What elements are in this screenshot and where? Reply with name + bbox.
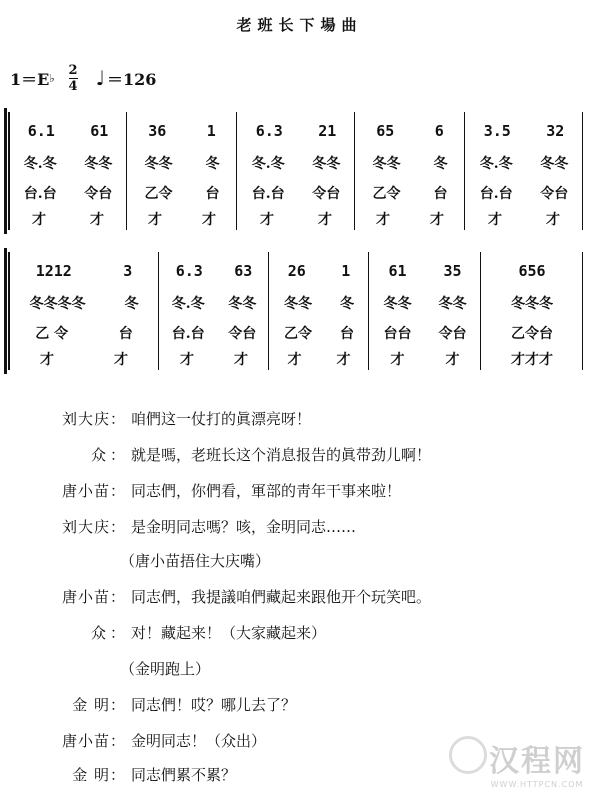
measure <box>482 252 583 370</box>
score-system <box>8 112 592 230</box>
tempo-mark: ＝126 <box>107 69 157 89</box>
time-signature-top: 2 <box>68 62 78 78</box>
cymbal-row-cell: 才 <box>488 212 502 228</box>
dialogue-line <box>24 694 296 716</box>
dialogue-text: 咱們这一仗打的眞漂亮呀！ <box>131 410 312 428</box>
measure <box>10 112 127 230</box>
dialogue-text: 对！藏起来！（大家藏起来） <box>131 624 327 642</box>
melody-row <box>10 258 158 284</box>
gong-row-cell: 台.台 <box>251 186 285 202</box>
speaker-colon: ： <box>110 482 126 500</box>
melody-row-cell: 1 <box>206 122 216 140</box>
dialogue-line <box>24 408 311 430</box>
drum-row <box>10 150 126 176</box>
speaker-name: 众 <box>90 446 110 464</box>
melody-row <box>160 258 268 284</box>
cymbal-row-cell: 才 <box>336 352 351 368</box>
gong-row <box>356 180 464 206</box>
drum-row <box>160 290 268 316</box>
speaker-name: 唐小苗 <box>61 482 110 500</box>
cymbal-row <box>10 346 158 372</box>
speaker-colon: ： <box>110 588 126 606</box>
cymbal-row <box>160 346 268 372</box>
score-title: 老班长下場曲 <box>236 16 363 34</box>
gong-row-cell: 令台 <box>228 326 257 342</box>
melody-row-cell: 26 <box>287 262 306 280</box>
cymbal-row-cell: 才 <box>546 212 560 228</box>
drum-row <box>128 150 236 176</box>
speaker-name: 金 明 <box>72 696 110 714</box>
drum-row-cell: 冬 <box>205 156 220 172</box>
melody-row <box>356 118 464 144</box>
melody-row-cell: 6 <box>434 122 444 140</box>
measure <box>160 252 269 370</box>
drum-row-cell: 冬冬冬冬 <box>29 296 86 312</box>
dialogue-text: 是金明同志嗎？咳，金明同志…… <box>131 518 357 536</box>
drum-row <box>356 150 464 176</box>
drum-row-cell: 冬冬冬 <box>511 296 553 312</box>
melody-row <box>370 258 480 284</box>
melody-row-cell: 36 <box>148 122 167 140</box>
speaker-name: 唐小苗 <box>61 732 110 750</box>
dialogue-text: 同志們，你們看，軍部的靑年干事来啦！ <box>131 482 402 500</box>
cymbal-row-cell: 才 <box>390 352 405 368</box>
melody-row-cell: 1 <box>341 262 351 280</box>
melody-row-cell: 656 <box>518 262 546 280</box>
dialogue-line <box>24 444 431 466</box>
gong-row-cell: 台 <box>118 326 133 342</box>
cymbal-row-cell: 才才才 <box>511 352 553 368</box>
gong-row <box>160 320 268 346</box>
key-signature-line <box>10 60 156 96</box>
gong-row <box>238 180 354 206</box>
gong-row-cell: 令台 <box>84 186 113 202</box>
gong-row-cell: 乙令 <box>144 186 173 202</box>
speaker-colon: ： <box>110 518 126 536</box>
gong-row-cell: 令台 <box>312 186 341 202</box>
measure <box>356 112 465 230</box>
stage-direction: （金明跑上） <box>120 660 211 678</box>
gong-row <box>128 180 236 206</box>
melody-row <box>128 118 236 144</box>
gong-row <box>370 320 480 346</box>
drum-row <box>466 150 582 176</box>
gong-row-cell: 乙令台 <box>511 326 553 342</box>
speaker-name: 刘大庆 <box>61 410 110 428</box>
gong-row-cell: 乙 令 <box>35 326 69 342</box>
time-signature-bottom: 4 <box>68 78 78 94</box>
time-signature <box>69 63 78 94</box>
cymbal-row-cell: 才 <box>376 212 390 228</box>
cymbal-row-cell: 才 <box>148 212 162 228</box>
melody-row-cell: 6.3 <box>255 122 283 140</box>
watermark-url: WWW.HTTPCN.COM <box>490 780 584 789</box>
cymbal-row-cell: 才 <box>32 212 46 228</box>
flat-symbol: ♭ <box>49 71 55 85</box>
cymbal-row-cell: 才 <box>90 212 104 228</box>
watermark <box>489 736 585 789</box>
cymbal-row <box>238 206 354 232</box>
gong-row <box>466 180 582 206</box>
melody-row-cell: 35 <box>443 262 462 280</box>
melody-row-cell: 3.5 <box>483 122 511 140</box>
cymbal-row-cell: 才 <box>234 352 248 368</box>
melody-row-cell: 61 <box>388 262 407 280</box>
dialogue-line <box>24 516 356 538</box>
gong-row <box>482 320 582 346</box>
gong-row-cell: 台 <box>340 326 354 342</box>
score-system <box>8 252 592 370</box>
dialogue-text: 同志們，我提議咱們藏起来跟他开个玩笑吧。 <box>131 588 432 606</box>
cymbal-row-cell: 才 <box>202 212 216 228</box>
drum-row <box>482 290 582 316</box>
gong-row-cell: 乙令 <box>284 326 312 342</box>
dialogue-text: 同志們！哎？哪儿去了？ <box>131 696 297 714</box>
drum-row <box>370 290 480 316</box>
melody-row-cell: 63 <box>234 262 253 280</box>
measure <box>270 252 369 370</box>
gong-row-cell: 台.台 <box>479 186 513 202</box>
gong-row-cell: 令台 <box>540 186 569 202</box>
gong-row-cell: 台.台 <box>171 326 205 342</box>
gong-row-cell: 台 <box>433 186 448 202</box>
drum-row <box>10 290 158 316</box>
cymbal-row <box>466 206 582 232</box>
gong-row-cell: 乙令 <box>372 186 401 202</box>
speaker-colon: ： <box>110 732 126 750</box>
gong-row <box>10 320 158 346</box>
drum-row <box>270 290 368 316</box>
drum-row-cell: 冬.冬 <box>171 296 205 312</box>
melody-row <box>270 258 368 284</box>
melody-row-cell: 32 <box>546 122 565 140</box>
watermark-logo-icon <box>449 736 487 774</box>
cymbal-row-cell: 才 <box>318 212 332 228</box>
cymbal-row-cell: 才 <box>287 352 302 368</box>
melody-row <box>238 118 354 144</box>
dialogue-text: 就是嗎，老班长这个消息报告的眞带劲儿啊！ <box>131 446 432 464</box>
cymbal-row <box>370 346 480 372</box>
drum-row-cell: 冬冬 <box>438 296 467 312</box>
melody-row-cell: 3 <box>123 262 133 280</box>
melody-row-cell: 6.3 <box>175 262 203 280</box>
cymbal-row-cell: 才 <box>114 352 128 368</box>
drum-row-cell: 冬.冬 <box>251 156 285 172</box>
melody-row <box>10 118 126 144</box>
melody-row-cell: 6.1 <box>27 122 55 140</box>
speaker-colon: ： <box>110 696 126 714</box>
cymbal-row-cell: 才 <box>260 212 274 228</box>
cymbal-row <box>128 206 236 232</box>
melody-row <box>482 258 582 284</box>
drum-row-cell: 冬冬 <box>383 296 412 312</box>
gong-row-cell: 令台 <box>438 326 467 342</box>
speaker-name: 金 明 <box>72 766 110 784</box>
drum-row-cell: 冬冬 <box>84 156 113 172</box>
measure <box>10 252 159 370</box>
cymbal-row-cell: 才 <box>445 352 460 368</box>
dialogue-text: 同志們累不累？ <box>131 766 237 784</box>
drum-row-cell: 冬冬 <box>540 156 569 172</box>
melody-row-cell: 21 <box>318 122 337 140</box>
drum-row-cell: 冬.冬 <box>23 156 57 172</box>
quarter-note-icon: ♩ <box>95 66 106 90</box>
speaker-name: 唐小苗 <box>61 588 110 606</box>
cymbal-row <box>356 206 464 232</box>
melody-row-cell: 61 <box>90 122 109 140</box>
cymbal-row-cell: 才 <box>430 212 444 228</box>
gong-row <box>10 180 126 206</box>
cymbal-row <box>482 346 582 372</box>
speaker-name: 刘大庆 <box>61 518 110 536</box>
drum-row-cell: 冬 <box>433 156 448 172</box>
dialogue-line <box>24 480 401 502</box>
cymbal-row-cell: 才 <box>180 352 194 368</box>
speaker-colon: ： <box>110 446 126 464</box>
measure <box>238 112 355 230</box>
cymbal-row <box>270 346 368 372</box>
cymbal-row-cell: 才 <box>40 352 54 368</box>
melody-row <box>466 118 582 144</box>
key-signature: 1＝E <box>10 69 50 89</box>
dialogue-line <box>24 730 266 752</box>
speaker-colon: ： <box>110 410 126 428</box>
drum-row-cell: 冬冬 <box>144 156 173 172</box>
drum-row-cell: 冬冬 <box>228 296 257 312</box>
measure <box>128 112 237 230</box>
stage-direction: （唐小苗捂住大庆嘴） <box>120 552 271 570</box>
dialogue-text: 金明同志！（众出） <box>131 732 267 750</box>
gong-row-cell: 台.台 <box>23 186 57 202</box>
dialogue-line <box>24 622 326 644</box>
drum-row-cell: 冬冬 <box>312 156 341 172</box>
speaker-name: 众 <box>90 624 110 642</box>
drum-row-cell: 冬冬 <box>284 296 312 312</box>
drum-row-cell: 冬.冬 <box>479 156 513 172</box>
speaker-colon: ： <box>110 624 126 642</box>
gong-row-cell: 台 <box>205 186 220 202</box>
measure <box>466 112 583 230</box>
watermark-text: 汉程网 <box>489 744 585 779</box>
cymbal-row <box>10 206 126 232</box>
gong-row-cell: 台台 <box>383 326 412 342</box>
dialogue-line <box>24 586 431 608</box>
gong-row <box>270 320 368 346</box>
drum-row-cell: 冬 <box>124 296 139 312</box>
speaker-colon: ： <box>110 766 126 784</box>
dialogue-line <box>24 764 236 786</box>
drum-row-cell: 冬 <box>340 296 354 312</box>
drum-row <box>238 150 354 176</box>
melody-row-cell: 1212 <box>35 262 72 280</box>
drum-row-cell: 冬冬 <box>372 156 401 172</box>
measure <box>370 252 481 370</box>
melody-row-cell: 65 <box>376 122 395 140</box>
